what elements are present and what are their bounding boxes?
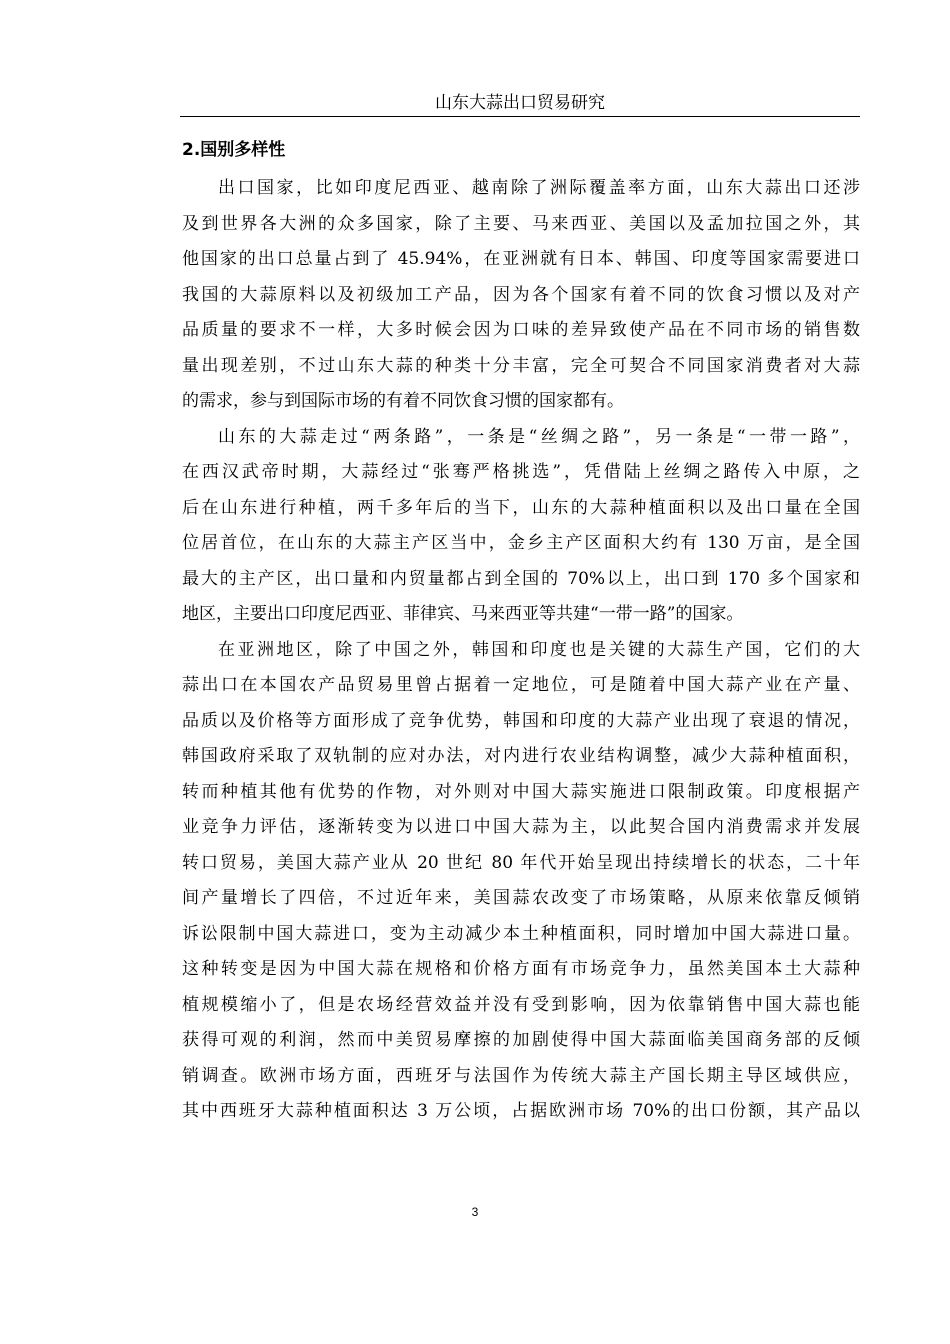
text-line: 韩国政府采取了双轨制的应对办法，对内进行农业结构调整，减少大蒜种植面积， [182, 746, 860, 766]
text-line: 出口国家，比如印度尼西亚、越南除了洲际覆盖率方面，山东大蒜出口还涉 [218, 178, 860, 198]
text-line: 销调查。欧洲市场方面，西班牙与法国作为传统大蒜主产国长期主导区域供应， [182, 1065, 860, 1086]
text-line: 位居首位，在山东的大蒜主产区当中，金乡主产区面积大约有 130 万亩，是全国 [182, 533, 860, 553]
text-line: 这种转变是因为中国大蒜在规格和价格方面有市场竞争力，虽然美国本土大蒜种 [182, 959, 860, 979]
page-number: 3 [471, 1205, 479, 1219]
text-line: 在亚洲地区，除了中国之外，韩国和印度也是关键的大蒜生产国，它们的大 [218, 639, 860, 660]
text-line: 转口贸易，美国大蒜产业从 20 世纪 80 年代开始呈现出持续增长的状态，二十年 [182, 852, 860, 873]
text-line: 及到世界各大洲的众多国家，除了主要、马来西亚、美国以及孟加拉国之外，其 [182, 213, 860, 234]
text-line: 植规模缩小了，但是农场经营效益并没有受到影响，因为依靠销售中国大蒜也能 [182, 994, 860, 1015]
text-line: 量出现差别，不过山东大蒜的种类十分丰富，完全可契合不同国家消费者对大蒜 [182, 355, 860, 376]
text-line: 业竞争力评估，逐渐转变为以进口中国大蒜为主，以此契合国内消费需求并发展 [182, 817, 860, 837]
text-line: 的需求，参与到国际市场的有着不同饮食习惯的国家都有。 [182, 391, 624, 411]
text-line: 在西汉武帝时期，大蒜经过“张骞严格挑选”，凭借陆上丝绸之路传入中原，之 [182, 462, 860, 482]
text-line: 品质以及价格等方面形成了竞争优势，韩国和印度的大蒜产业出现了衰退的情况， [182, 710, 860, 731]
text-line: 后在山东进行种植，两千多年后的当下，山东的大蒜种植面积以及出口量在全国 [182, 497, 860, 518]
text-line: 获得可观的利润，然而中美贸易摩擦的加剧使得中国大蒜面临美国商务部的反倾 [182, 1030, 860, 1050]
text-line: 他国家的出口总量占到了 45.94%，在亚洲就有日本、韩国、印度等国家需要进口 [182, 249, 860, 269]
paragraph-country-diversity [182, 171, 860, 420]
text-line: 转而种植其他有优势的作物，对外则对中国大蒜实施进口限制政策。印度根据产 [182, 781, 860, 802]
text-line: 地区，主要出口印度尼西亚、菲律宾、马来西亚等共建“一带一路”的国家。 [182, 604, 744, 624]
section-heading: 2.国别多样性 [182, 140, 286, 160]
text-line: 诉讼限制中国大蒜进口，变为主动减少本土种植面积，同时增加中国大蒜进口量。 [182, 923, 860, 944]
text-line: 最大的主产区，出口量和内贸量都占到全国的 70%以上，出口到 170 多个国家和 [182, 568, 860, 589]
paragraph-asia-market [182, 633, 860, 1130]
running-header: 山东大蒜出口贸易研究 [180, 92, 860, 117]
body-text [182, 171, 860, 1130]
text-line: 品质量的要求不一样，大多时候会因为口味的差异致使产品在不同市场的销售数 [182, 320, 860, 340]
text-line: 间产量增长了四倍，不过近年来，美国蒜农改变了市场策略，从原来依靠反倾销 [182, 888, 860, 908]
text-line: 山东的大蒜走过“两条路”，一条是“丝绸之路”，另一条是“一带一路”， [218, 426, 860, 447]
paragraph-two-roads [182, 420, 860, 633]
text-line: 我国的大蒜原料以及初级加工产品，因为各个国家有着不同的饮食习惯以及对产 [182, 284, 860, 305]
text-line: 其中西班牙大蒜种植面积达 3 万公顷，占据欧洲市场 70%的出口份额，其产品以 [182, 1101, 860, 1121]
text-line: 蒜出口在本国农产品贸易里曾占据着一定地位，可是随着中国大蒜产业在产量、 [182, 675, 860, 695]
